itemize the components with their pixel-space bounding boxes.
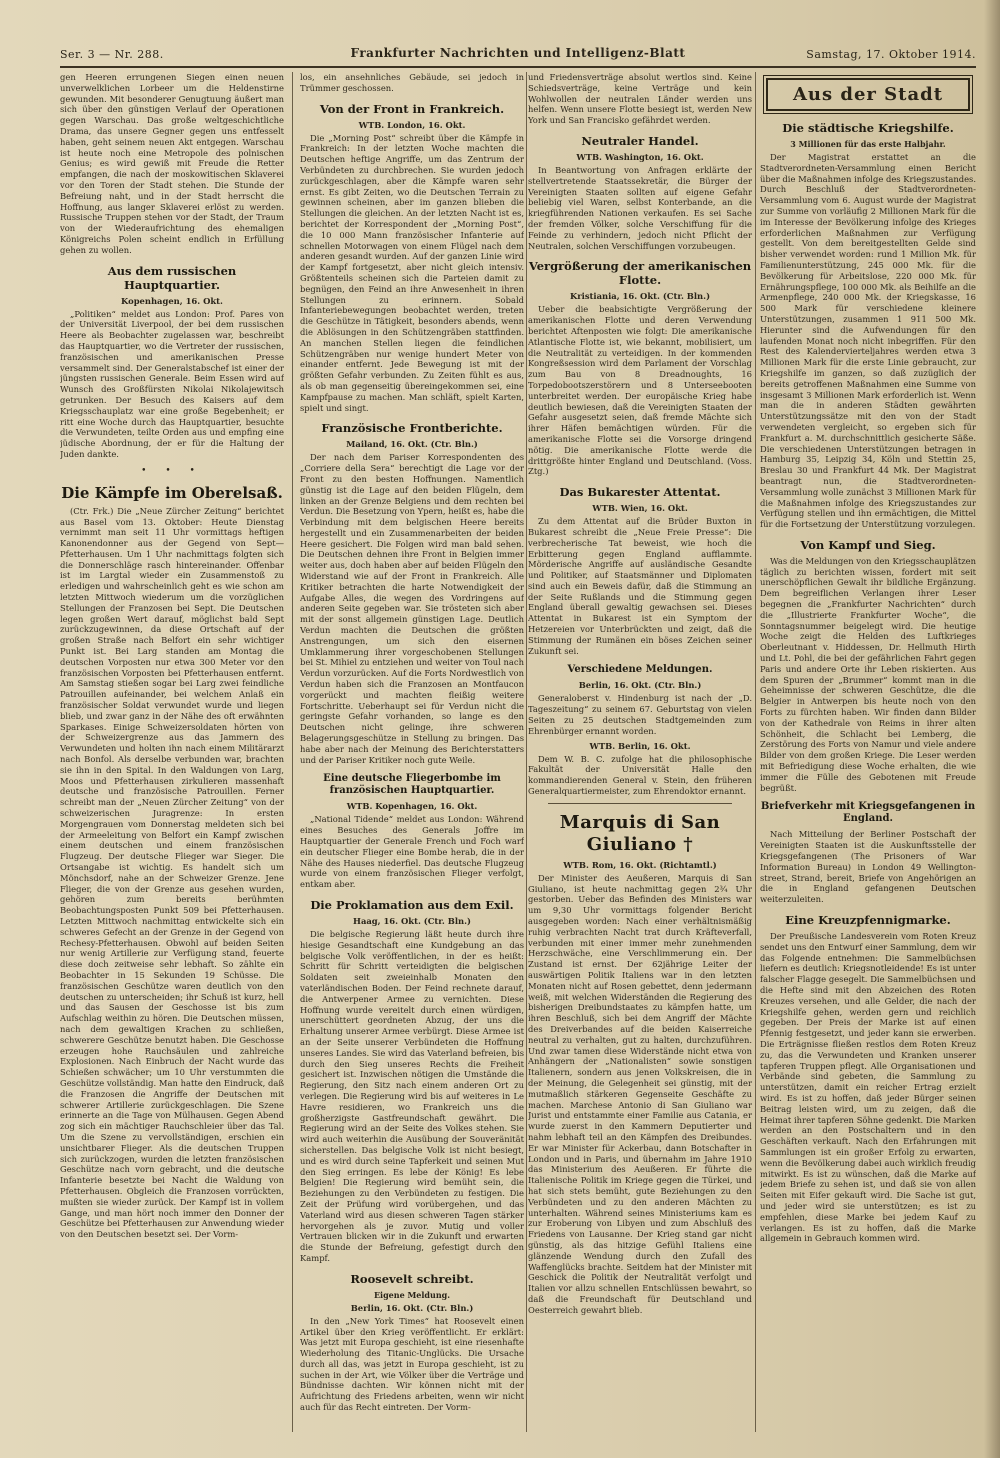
article-headline: Die städtische Kriegshilfe. <box>782 121 954 135</box>
column-rule <box>526 72 527 1432</box>
article-text: In Beantwortung von Anfragen erklärte der stellvertretende Staatssekretär, die Bürger der Vereinigten Staaten sollten auf eigene Gefahr beliebig viel Waren, selbst Konterbande, an die kriegführenden Nationen verkaufen. Es sei Sache der fremden Völker, solche Verschiffung für die Feinde zu verhindern, jedoch nicht Pflicht der Neutralen, solchen Verschiffungen vorzubeugen. <box>528 164 752 251</box>
article-subline: 3 Millionen für das erste Halbjahr. <box>790 139 946 149</box>
article-headline: Von Kampf und Sieg. <box>800 537 936 552</box>
article-text: Generaloberst v. Hindenburg ist nach der „D. Tageszeitung“ zu seinem 67. Geburtstag von vielen Seiten zu 25 deutschen Stadtgemeinden zum Ehrenbürger ernannt worden. <box>528 693 752 736</box>
article-headline: Aus dem russischen Hauptquartier. <box>107 263 237 292</box>
divider-line <box>548 803 732 804</box>
article-headline: Eine deutsche Fliegerbombe im französischen Hauptquartier. <box>323 773 501 797</box>
article-headline: Von der Front in Frankreich. <box>319 101 505 116</box>
article-headline: Verschiedene Meldungen. <box>567 664 713 676</box>
article-headline: Eine Kreuzpfennigmarke. <box>785 913 951 927</box>
article-text: Die „Morning Post“ schreibt über die Kämpfe in Frankreich: In der letzten Woche machten die Deutschen heftige Angriffe, um das Zentrum der Verbündeten zu durchbrechen. Sie wurden jedoch zurückgeschlagen, aber die Kämpfe waren sehr ernst. Es gibt Zeiten, wo die Deutschen Terrain zu gewinnen scheinen, aber im ganzen blieben die Stellungen die gleichen. An der letzten Nacht ist es, berichtet der Korrespondent der „Morning Post“, die 10 000 Mann französischer Infanterie auf schnellen Motorwagen von einem Flügel nach dem anderen gesandt wurden. Auf der ganzen Linie wird der Kampf fortgesetzt, aber nicht gleich intensiv. Größtenteils scheinen sich die Parteien damit zu begnügen, den Feind an ihre Anwesenheit in ihren Stellungen zu erinnern. Sobald Infanteriebewegungen beobachtet werden, treten die Geschütze in Tätigkeit, besonders abends, wenn die Ablösungen in den Schützengräben stattfinden. An manchen Stellen liegen die feindlichen Schützengräben nur wenige hundert Meter von einander entfernt. Jede Bewegung ist mit der größten Gefahr verbunden. Zu Zeiten fühlt es aus, als ob man gegenseitig übereingekommen sei, eine Kampfpause zu machen. Man schläft, spielt Karten, spielt und singt. <box>300 132 524 413</box>
dateline: WTB. Rom, 16. Okt. (Richtamtl.) <box>563 859 717 870</box>
masthead <box>60 44 976 68</box>
article-headline: Französische Frontberichte. <box>321 421 503 436</box>
dateline: Berlin, 16. Okt. (Ctr. Bln.) <box>578 680 702 691</box>
dateline: Kopenhagen, 16. Okt. <box>121 295 223 306</box>
column-2 <box>300 72 524 1432</box>
dateline: WTB. Berlin, 16. Okt. <box>589 740 691 751</box>
dateline: WTB. Kopenhagen, 16. Okt. <box>346 801 478 812</box>
column-rule <box>292 72 293 1432</box>
column-3 <box>528 72 752 1432</box>
section-divider: • • • <box>141 465 203 476</box>
section-title-box: Aus der Stadt <box>766 78 970 111</box>
article-text: In den „New York Times“ hat Roosevelt einen Artikel über den Krieg veröffentlicht. Er erklärt: Was jetzt mit Europa geschieht, ist eine riesenhafte Wiederholung des Titanic-Unglücks. Die Ursache durch all das, was jetzt in Europa geschieht, ist zu suchen in der Art, wie Völker über die Verträge und Bündnisse dachten. Wir können nicht mit der Aufrichtung des Friedens arbeiten, wenn wir nicht auch für das Recht eintreten. Der Vorm- <box>300 1315 524 1413</box>
article-subline: Eigene Meldung. <box>373 1289 451 1300</box>
article-text: los, ein ansehnliches Gebäude, sei jedoch in Trümmer geschossen. <box>300 72 524 93</box>
article-text: gen Heeren errungenen Siegen einen neuen unverwelklichen Lorbeer um die Heldenstirne gewunden. Mit besonderer Genugtuung äußert man sich über den günstigen Verlauf der Operationen gegen Warschau. Das große weltgeschichtliche Drama, das unsere Gegner gegen uns entfesselt haben, geht seinem neuen Akt entgegen. Warschau ist heute noch eine Metropole des polnischen Genius; es wird gewiß mit Freude die Retter empfangen, die nach der moskowitischen Sklaverei vor den Toren der Stadt stehen. Die Stunde der Befreiung naht, und in der Stadt herrscht die Hoffnung, aus langer Sklaverei erlöst zu werden. Russische Truppen stehen vor der Stadt, der Traum von der Wiederaufrichtung des ehemaligen Königreichs Polen scheint endlich in Erfüllung gehen zu wollen. <box>60 72 284 255</box>
newspaper-title: Frankfurter Nachrichten und Intelligenz-Blatt <box>350 46 686 60</box>
dateline: Berlin, 16. Okt. (Ctr. Bln.) <box>350 1302 474 1313</box>
article-headline: Die Kämpfe im Oberelsaß. <box>61 483 283 502</box>
article-headline: Roosevelt schreibt. <box>350 1271 474 1286</box>
article-headline: Vergrößerung der amerikanischen Flotte. <box>528 259 752 288</box>
article-text: Nach Mitteilung der Berliner Postschaft der Vereinigten Staaten ist die Auskunftsstelle der Kriegsgefangenen (The Prisoners of War Information Bureau) in London 49 Wellington-street, Strand, bereit, Briefe von Angehörigen an die in England gefangenen Deutschen weiterzuleiten. <box>760 829 976 905</box>
dateline: WTB. Washington, 16. Okt. <box>576 151 704 162</box>
article-text: Der Magistrat erstattet an die Stadtverordneten-Versammlung einen Bericht über die Maßnahmen infolge des Kriegszustandes. Durch Beschluß der Stadtverordneten-Versammlung vom 6. August wurde der Magistrat zur Summe von vorläufig 2 Millionen Mark für die im Interesse der Bevölkerung infolge des Krieges erforderlichen Maßnahmen zur Verfügung gestellt. Von dem bereitgestellten Gelde sind bisher verwendet worden: rund 1 Million Mk. für Familienunterstützung, 245 000 Mk. für die Bevölkerung für Arbeitslose, 220 000 Mk. für Ernährungspflege, 100 000 Mk. als Beihilfe an die Armenpflege, 240 000 Mk. der Kriegskasse, 16 500 Mark für verschiedene kleinere Unterstützungen, zusammen 1 911 500 Mk. Hierunter sind die Aufwendungen für den laufenden Monat noch nicht inbegriffen. Für den Rest des Kalendervierteljahres werden etwa 3 Millionen Mark für die erste Linie gebraucht, zur Kriegshilfe im ganzen, so daß zuzüglich der bereits getroffenen Maßnahmen eine Summe von insgesamt 3 Millionen Mark erforderlich ist. Wenn man die in anderen Städten gewährten Unterstützungssätze mit den von der Stadt verwendeten vergleicht, so ergeben sich für Frankfurt a. M. durchschnittlich gesicherte Säße. Die verschiedenen Unterstützungen betragen in Hamburg 35, Leipzig 34, Köln und Stettin 25, Breslau 30 und Frankfurt 44 Mk. Der Magistrat beantragt nun, die Stadtverordneten-Versammlung wolle zunächst 3 Millionen Mark für die Maßnahmen infolge des Kriegszustandes zur Verfügung stellen und ihn ermächtigen, die Mittel für die Fortsetzung der Unterstützung vorzulegen. <box>760 152 976 530</box>
dateline: Haag, 16. Okt. (Ctr. Bln.) <box>353 916 471 926</box>
article-text: Der Preußische Landesverein vom Roten Kreuz sendet uns den Entwurf einer Sammlung, dem wir das Folgende entnehmen: Die Sammelbüchsen liefern es deutlich: Kriegsnotleidende! Es ist unter falscher Flagge gesegelt. Die Sammelbüchsen und die Hefte sind mit den Abzeichen des Roten Kreuzes versehen, und alle Gelder, die nach der Kriegshilfe gehen, werden gern und reichlich gegeben. Der Preis der Marke ist auf einen Pfennig festgesetzt, und jeder kann sie erwerben. Die Erträgnisse fließen restlos dem Roten Kreuz zu, das die Verwundeten und Kranken unserer tapferen Truppen pflegt. Alle Organisationen und Verbände sind gebeten, die Sammlung zu unterstützen, damit ein reicher Ertrag erzielt wird. Es ist zu hoffen, daß jeder Bürger seinen Beitrag leisten wird, um zu zeigen, daß die Heimat ihrer tapferen Söhne gedenkt. Die Marken werden an den Postschaltern und in den Geschäften verkauft. Nach den Erfahrungen mit Sammlungen ist ein großer Erfolg zu erwarten, wenn die Bevölkerung dabei auch wirklich freudig mitwirkt. Es ist zu wünschen, daß die Marke auf jedem Briefe zu sehen ist, und daß sie von allen Seiten mit Eifer gekauft wird. Die Sache ist gut, und jeder wird sie unterstützen; es ist zu empfehlen, diese Marke bei jedem Kauf zu verlangen. Es ist zu hoffen, daß die Marke allgemein in Gebrauch kommen wird. <box>760 931 976 1244</box>
column-4 <box>760 72 976 1432</box>
issue-number: Ser. 3 — Nr. 288. <box>60 48 164 61</box>
article-text: (Ctr. Frk.) Die „Neue Zürcher Zeitung“ berichtet aus Basel vom 13. Oktober: Heute Dienstag vernimmt man seit 11 Uhr vormittags heftigen Kanonendonner aus der Gegend von Sept—Pfetterhausen. Um 1 Uhr nachmittags folgten sich die Donnerschläge rasch hintereinander. Offenbar ist im Largtal wieder ein Zusammenstoß zu erledigen und wahrscheinlich geht es wie schon am letzten Mittwoch wiederum um die vorzüglichen Stellungen der Franzosen bei Sept. Die Deutschen legen großen Wert darauf, möglichst bald Sept zurückzugewinnen, da diese Ortschaft auf der großen Straße nach Belfort ein sehr wichtiger Punkt ist. Bei Larg standen am Montag die deutschen Vorposten nur etwa 300 Meter vor den französischen Vorposten bei Pfetterhausen entfernt. Am Samstag stießen sogar bei Larg zwei feindliche Patrouillen aufeinander, bei welchem Anlaß ein französischer Soldat verwundet wurde und liegen blieb, und zwar ganz in der Nähe des oft erwähnten Sparkases. Einige Schweizersoldaten hörten von der Schweizergrenze aus das Jammern des Verwundeten und holten ihn nach einem Militärarzt nach Bonfol. Als derselbe verbunden war, brachten sie ihn in den Spital. In den Waldungen von Larg, Moos und Pfetterhausen zirkulieren massenhaft deutsche und französische Patrouillen. Ferner schreibt man der „Neuen Zürcher Zeitung“ von der schweizerischen Juragrenze: In ersten Morgengrauen vom Donnerstag meldeten sich bei der Armeeleitung von Belfort ein Kampf zwischen einem deutschen und einem französischen Flugzeug. Der deutsche Flieger war Sieger. Die Ortsangabe ist wichtig. Es handelt sich um Mönchsdorf, nahe an der Schweizer Grenze. Jene Flieger, die von der Grenze aus gesehen wurden, gehören zum bereits berühmten Beobachtungsposten Punkt 509 bei Pfetterhausen. Letzten Mittwoch nachmittag entwickelte sich ein schweres Gefecht an der Grenze in der Gegend von Rechesy-Pfetterhausen. Obwohl auf beiden Seiten nur wenig Artillerie zur Verfügung stand, feuerte diese doch zeitweise sehr lebhaft. So zählte ein Beobachter in 15 Sekunden 19 Schüsse. Die französischen Geschütze waren deutlich von den deutschen zu unterscheiden; ihr Schuß ist kurz, hell und das Sausen der Geschosse ist bis zum Aufschlag weithin zu hören. Die Deutschen müssen, nach dem gewaltigen Krachen zu schließen, schwerere Geschütze benutzt haben. Die Geschosse erzeugen hohe Rauchsäulen und zahlreiche Explosionen. Nach Einbruch der Nacht wurde das Schießen schwächer; um 10 Uhr verstummten die Geschütze vollständig. Man hatte den Eindruck, daß die Franzosen die Angriffe der Deutschen mit schwerer Artillerie zurückgeschlagen. Die Szene erinnerte an die Tage von Mülhausen. Gegen Abend zog sich ein mächtiger Rauchschleier über das Tal. Um die Szene zu vervollständigen, erschien ein unsichtbarer Flieger. Als die deutschen Truppen sich zurückzogen, wurden die letzten französischen Geschütze nach vorn gebracht, und die deutsche Infanterie besetzte bei Nacht die Waldung von Pfetterhausen. Obgleich die Franzosen vorrückten, mußten sie wieder zurück. Der Kampf ist in vollem Gange, und man hört noch immer den Donner der Geschütze bei Pfetterhausen zur Anwendung wieder von den Deutschen besetzt sei. Der Vorm- <box>60 505 284 1240</box>
article-headline: Briefverkehr mit Kriegsgefangenen in England. <box>760 801 976 825</box>
article-text: Die belgische Regierung läßt heute durch ihre hiesige Gesandtschaft eine Kundgebung an das belgische Volk veröffentlichen, in der es heißt: Schritt für Schritt verteidigten die belgischen Soldaten seit zweieinhalb Monaten den vaterländischen Boden. Der Feind rechnete darauf, die Antwerpener Armee zu vernichten. Diese Hoffnung wurde vereitelt durch einen würdigen, unerschüttert geordneten Abzug, der uns die Erhaltung unserer Armee verbürgt. Diese Armee ist an der Seite unserer Verbündeten die Hoffnung unseres Landes. Sie wird das Vaterland befreien, bis durch den Sieg unseres Rechts die Freiheit gesichert ist. Inzwischen nötigen die Umstände die Regierung, den Sitz nach einem anderen Ort zu verlegen. Die Regierung wird bis auf weiteres in Le Havre residieren, wo Frankreich uns die großherzigste Gastfreundschaft gewährt. Die Regierung wird an der Seite des Volkes stehen. Sie wird auch weiterhin die Ausübung der Souveränität sicherstellen. Das belgische Volk ist nicht besiegt, und es wird durch seine Tapferkeit und seinen Mut den Sieg erringen. Es lebe der König! Es lebe Belgien! Die Regierung wird bemüht sein, die Beziehungen zu den Verbündeten zu festigen. Die Zeit der Prüfung wird vorübergehen, und das Vaterland wird aus diesen schweren Tagen stärker hervorgehen als je zuvor. Mutig und voller Vertrauen blicken wir in die Zukunft und erwarten die Stunde der Befreiung, gefestigt durch den Kampf. <box>300 929 524 1263</box>
article-headline: Neutraler Handel. <box>581 133 699 148</box>
dateline: Mailand, 16. Okt. (Ctr. Bln.) <box>346 439 478 450</box>
article-text: Dem W. B. C. zufolge hat die philosophische Fakultät der Universität Halle den kommandierenden General v. Stein, den früheren Generalquartiermeister, zum Ehrendoktor ernannt. <box>528 753 752 797</box>
article-text: und Friedensverträge absolut wertlos sind. Keine Schiedsverträge, keine Verträge und kein Wohlwollen der neutralen Länder werden uns helfen. Wenn unsere Flotte besiegt ist, werden New York und San Francisko gefährdet werden. <box>528 72 752 126</box>
article-headline: Marquis di San Giuliano † <box>559 811 721 855</box>
dateline: Kristiania, 16. Okt. (Ctr. Bln.) <box>569 291 711 302</box>
article-text: Was die Meldungen von den Kriegsschauplätzen täglich zu berichten wissen, fordert mit seit unerschöpflichen Gewalt ihr bildliche Ergänzung. Dem begreiflichen Verlangen ihrer Leser begegnen die „Frankfurter Nachrichten“ durch die „Illustrierte Frankfurter Woche“, die Sonntagsnummer beigelegt wird. Die heutige Woche zeigt die Helden des Luftkrieges Oberleutnant v. Hiddessen, Dr. Hellmuth Hirth und Lt. Pohl, die bei der gefährlichen Fahrt gegen Paris und andere Orte ihr Leben riskierten. Aus dem Spuren der „Brummer“ kommt man in die Geheimnisse der schweren Geschütze, die die Belgier in Antwerpen bis heute noch von den Forts zu fürchten haben. Wir finden dann Bilder von der Kathedrale von Reims in ihrer alten Schönheit, die Schlacht bei Lemberg, die Zerstörung des Forts von Namur und viele andere Bilder von dem großen Kriege. Die Leser werden mit Befriedigung diese Woche erhalten, die wie immer die Fülle des Gebotenen mit Freude begrüßt. <box>760 555 976 793</box>
article-headline: Das Bukarester Attentat. <box>559 485 721 500</box>
article-text: Ueber die beabsichtigte Vergrößerung der amerikanischen Flotte und deren Verwendung berichtet Aftenposten wie folgt: Die amerikanische Atlantische Flotte ist, wie bekannt, mobilisiert, um die Neutralität zu verteidigen. In der kommenden Kongreßsession wird dem Parlament der Vorschlag zum Bau von 8 Dreadnoughts, 16 Torpedobootszerstörern und 8 Unterseebooten unterbreitet werden. Der europäische Krieg habe deutlich bewiesen, daß die Vereinigten Staaten der Gefahr ausgesetzt seien, daß fremde Mächte sich ihrer Häfen bemächtigen würden. Für die amerikanische Flotte sei die Vorsorge dringend nötig. Die amerikanische Flotte werde die drittgrößte hinter England und Deutschland. (Voss. Ztg.) <box>528 304 752 477</box>
column-1 <box>60 72 284 1432</box>
dateline: WTB. Wien, 16. Okt. <box>592 503 688 514</box>
issue-date: Samstag, 17. Oktober 1914. <box>806 48 976 61</box>
article-headline: Die Proklamation aus dem Exil. <box>310 898 514 912</box>
article-text: Zu dem Attentat auf die Brüder Buxton in Bukarest schreibt die „Neue Freie Presse“: Die verbrecherische Tat beweist, wie hoch die Erbitterung gegen England aufflammte. Mörderische Angriffe auf ausländische Gesandte und Politiker, auf Staatsmänner und Diplomaten sind auch ein Beweis dafür, daß die Stimmung an der Seite Rußlands und die Stimmung gegen England überall gewaltig gewachsen sei. Dieses Attentat in Bukarest ist ein Symptom der Hetzereien vor Unterbrückten und zeigt, daß die Stimmung der Rumänen ein böses Zeichen seiner Zukunft sei. <box>528 516 752 656</box>
article-text: Der Minister des Aeußeren, Marquis di San Giuliano, ist heute nachmittag gegen 2¾ Uhr gestorben. Ueber das Befinden des Ministers war um 9,30 Uhr vormittags folgender Bericht ausgegeben worden: Nach einer verhältnismäßig ruhig verbrachten Nacht trat durch Kräfteverfall, verbunden mit einer immer mehr zunehmenden Herzschwäche, eine Verschlimmerung ein. Der Zustand ist ernst. Der 62jährige Leiter der auswärtigen Politik Italiens war in den letzten Monaten nicht auf Rosen gebettet, denn jedermann weiß, mit welchen Widerständen die Regierung des bisherigen Dreibundstaates zu kämpfen hatte, um ihren Beschluß, sich bei dem Angriff der Mächte des Dreiverbandes auf die beiden Kaiserreiche neutral zu verhalten, gut zu halten, durchzuführen. Und zwar tamen diese Widerstände nicht etwa von Anhängern der „Nationalisten“ sowie sonstigen Italienern, sondern aus jenen Volkskreisen, die in der Meinung, die Gelegenheit sei günstig, mit der mutmaßlich stärkeren Gegenseite Geschäfte zu machen. Marchese Antonio di San Giuliano war Jurist und entstammte einer Familie aus Catania, er wurde zuerst in den Kammern Deputierter und nahm lebhaft teil an den Kämpfen des Dreibundes. Er war Minister für Ackerbau, dann Botschafter in London und in Paris, und übernahm im Jahre 1910 das Ministerium des Aeußeren. Er führte die Italienische Politik im Kriege gegen die Türkei, und hat sich stets bemüht, gute Beziehungen zu den Verbündeten und zu den anderen Mächten zu unterhalten. Während seines Ministeriums kam es zur Eroberung von Libyen und zum Abschluß des Friedens von Lausanne. Der Krieg stand gar nicht günstig, als das hitzige Gefühl Italiens eine glänzende Wendung durch den Zufall des Waffenglücks brachte. Seitdem hat der Minister mit Geschick die Politik der Neutralität verfolgt und Italien vor allzu schnellen Entschlüssen bewahrt, so daß die Freundschaft für Deutschland und Oesterreich gewahrt blieb. <box>528 872 752 1315</box>
article-text: „Politiken“ meldet aus London: Prof. Pares von der Universität Liverpool, der bei dem russischen Heere als Beobachter zugelassen war, beschreibt das Hauptquartier, wo die Vertreter der russischen, französischen und amerikanischen Presse versammelt sind. Der Generalstabschef ist einer der jüngsten russischen Generale. Beim Essen wird auf Wunsch des Großfürsten Nikolai Nikolajewitsch getrunken. Der Besuch des Kaisers auf dem Kriegsschauplatz war eine große Begebenheit; er ritt eine Woche durch das Hauptquartier, besuchte die Verwundeten, teilte Orden aus und empfing eine jüdische Abordnung, der er für die Haltung der Juden dankte. <box>60 308 284 459</box>
dateline: WTB. London, 16. Okt. <box>358 119 466 130</box>
page-edge-shadow <box>984 0 1000 1458</box>
article-text: Der nach dem Pariser Korrespondenten des „Corriere della Sera“ berechtigt die Lage vor der Front zu den besten Hoffnungen. Namentlich günstig ist die Lage auf den beiden Flügeln, dem linken an der Grenze Belgiens und dem rechten bei Verdun. Die Besetzung von Ypern, heißt es, habe die Verbindung mit dem belgischen Heere bereits hergestellt und ein Zusammenarbeiten der beiden Heere gesichert. Die Folgen wird man bald sehen. Die Deutschen dehnen ihre Front in Belgien immer weiter aus, doch haben aber auf beiden Flügeln den Widerstand wie auf der Front in Frankreich. Alle Kritiker betrachten die harte Notwendigkeit der Aufgabe Alles, die wegen des Vordringens auf anderen Seite gegeben war. Sie trösteten sich aber mit der sonst allgemein günstigen Lage. Deutlich Verdun machten die Deutschen die größten Anstrengungen, um sich den eisernen Umklammerung ihrer vorgeschobenen Stellungen bei St. Mihiel zu entziehen und weiter von Toul nach Verdun vorzurücken. Auf die Forts Nordwestlich von Verdun haben sich die Franzosen an Montfaucon vorgerückt und machten fleißig weitere Fortschritte. Ueberhaupt sei für Verdun nicht die geringste Gefahr vorhanden, so lange es den Deutschen nicht gelinge, ihre schweren Belagerungsgeschütze in Stellung zu bringen. Das habe aber nach der Meinung des Berichterstatters und der Pariser Kritiker noch gute Weile. <box>300 452 524 765</box>
column-rule <box>755 72 756 1432</box>
article-text: „National Tidende“ meldet aus London: Während eines Besuches des Generals Joffre im Hauptquartier der Generale French und Foch warf ein deutscher Flieger eine Bombe herab, die in der Nähe des Hauses niederfiel. Das deutsche Flugzeug wurde von einem französischen Flieger verfolgt, entkam aber. <box>300 814 524 890</box>
